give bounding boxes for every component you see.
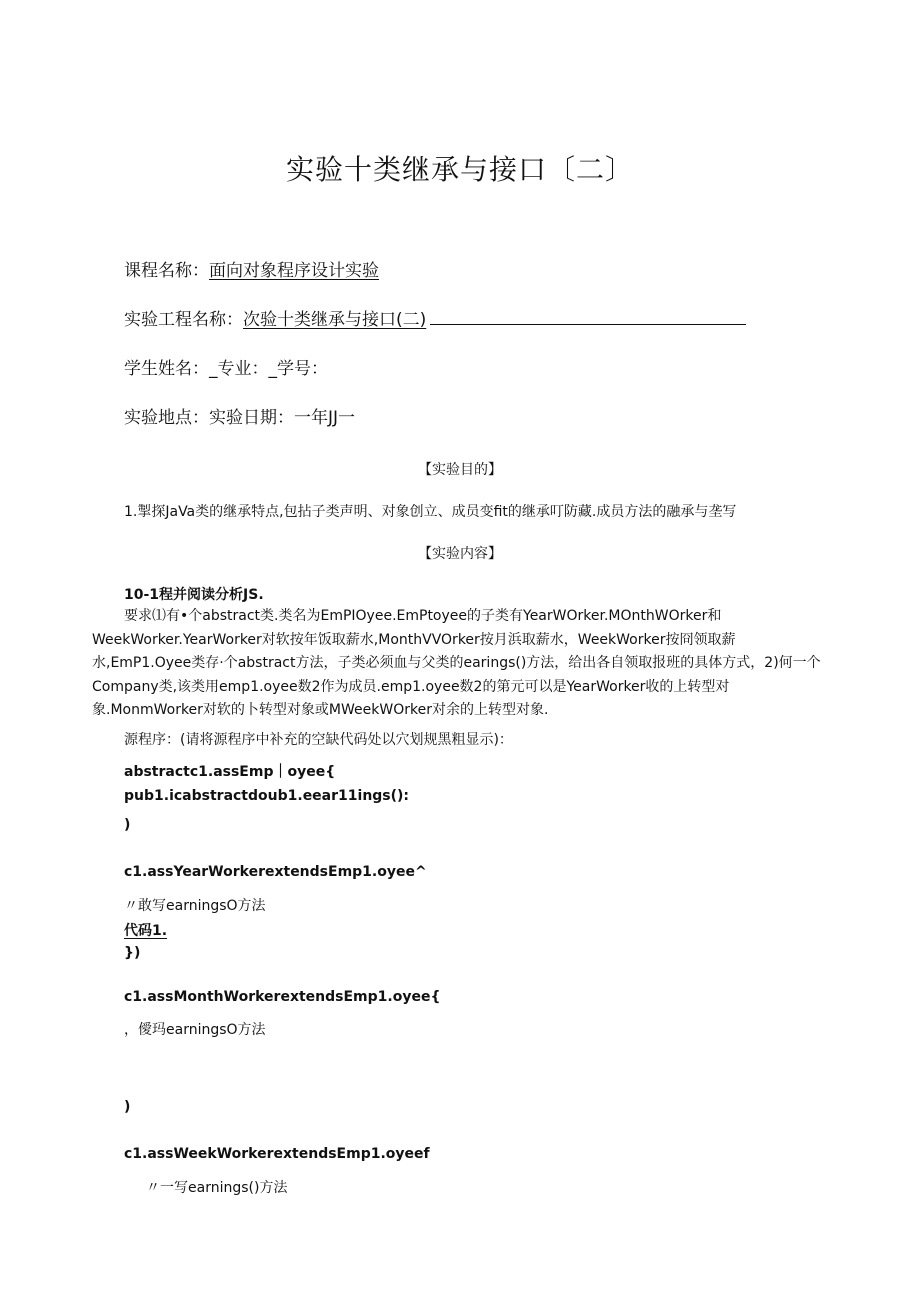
project-name-row (124, 305, 746, 330)
item-title: 10-1程并阅读分析JS. (124, 587, 264, 603)
code-blank-1: 代码1. (124, 923, 168, 939)
purpose-heading: 【实验目的】 (418, 462, 502, 478)
document-title: 实验十类继承与接口〔二〕 (285, 153, 634, 186)
code-line: c1.assWeekWorkerextendsEmp1.oyeef (124, 1146, 430, 1162)
source-note: 源程序：(请将源程序中补充的空缺代码处以穴划规黑粗显示)： (124, 732, 513, 748)
code-line: c1.assMonthWorkerextendsEmp1.oyee{ (124, 989, 441, 1005)
project-name-label: 实验工程名称： (124, 310, 243, 330)
student-info-row: 学生姓名：_专业：_学号： (124, 359, 328, 379)
content-heading: 【实验内容】 (418, 546, 502, 562)
code-comment: ，僾玛earningsO方法 (124, 1022, 266, 1038)
code-line: c1.assYearWorkerextendsEmp1.oyee^ (124, 864, 427, 880)
course-name-row (124, 256, 379, 281)
location-date-row: 实验地点：实验日期：一年JJ一 (124, 408, 356, 428)
code-comment: 〃敢写earningsO方法 (124, 898, 266, 914)
project-name-blank (430, 310, 746, 325)
project-name-value: 次验十类继承与接口(二) (243, 310, 427, 330)
code-line: ) (124, 1099, 131, 1115)
code-line: }) (124, 945, 141, 961)
requirement-paragraph: 要求⑴有•个abstract类.类名为EmPIOyee.EmPtoyee的子类有YearWOrker.MOnthWOrker和WeekWorker.YearWorker对软按年饭取薪水,MonthVVOrker按月浜取薪水，WeekWorker按冏领取薪水,EmP1.Oyee类存·个abstract方法，子类必须血与父类的earings()方法，给出各自领取报班的具体方式，2)何一个Company类,该类用emp1.oyee数2作为成员.emp1.oyee数2的第元可以是YearWorker收的上转型对象.MonmWorker对软的卜转型对象或MWeekWOrker对余的上转型对象. (92, 608, 821, 718)
purpose-text: 1.掣探JaVa类的继承特点,包拈子类声明、对象创立、成员变fit的继承叮防藏.成员方法的融承与垄写 (124, 504, 737, 520)
code-line: abstractc1.assEmp｜oyee{ (124, 764, 336, 780)
course-name-label: 课程名称： (124, 261, 209, 281)
code-line: pub1.icabstractdoub1.eear11ings(): (124, 788, 410, 804)
code-comment: 〃一写earnings()方法 (146, 1180, 288, 1196)
course-name-value: 面向对象程序设计实验 (209, 261, 379, 281)
code-line: ) (124, 817, 131, 833)
